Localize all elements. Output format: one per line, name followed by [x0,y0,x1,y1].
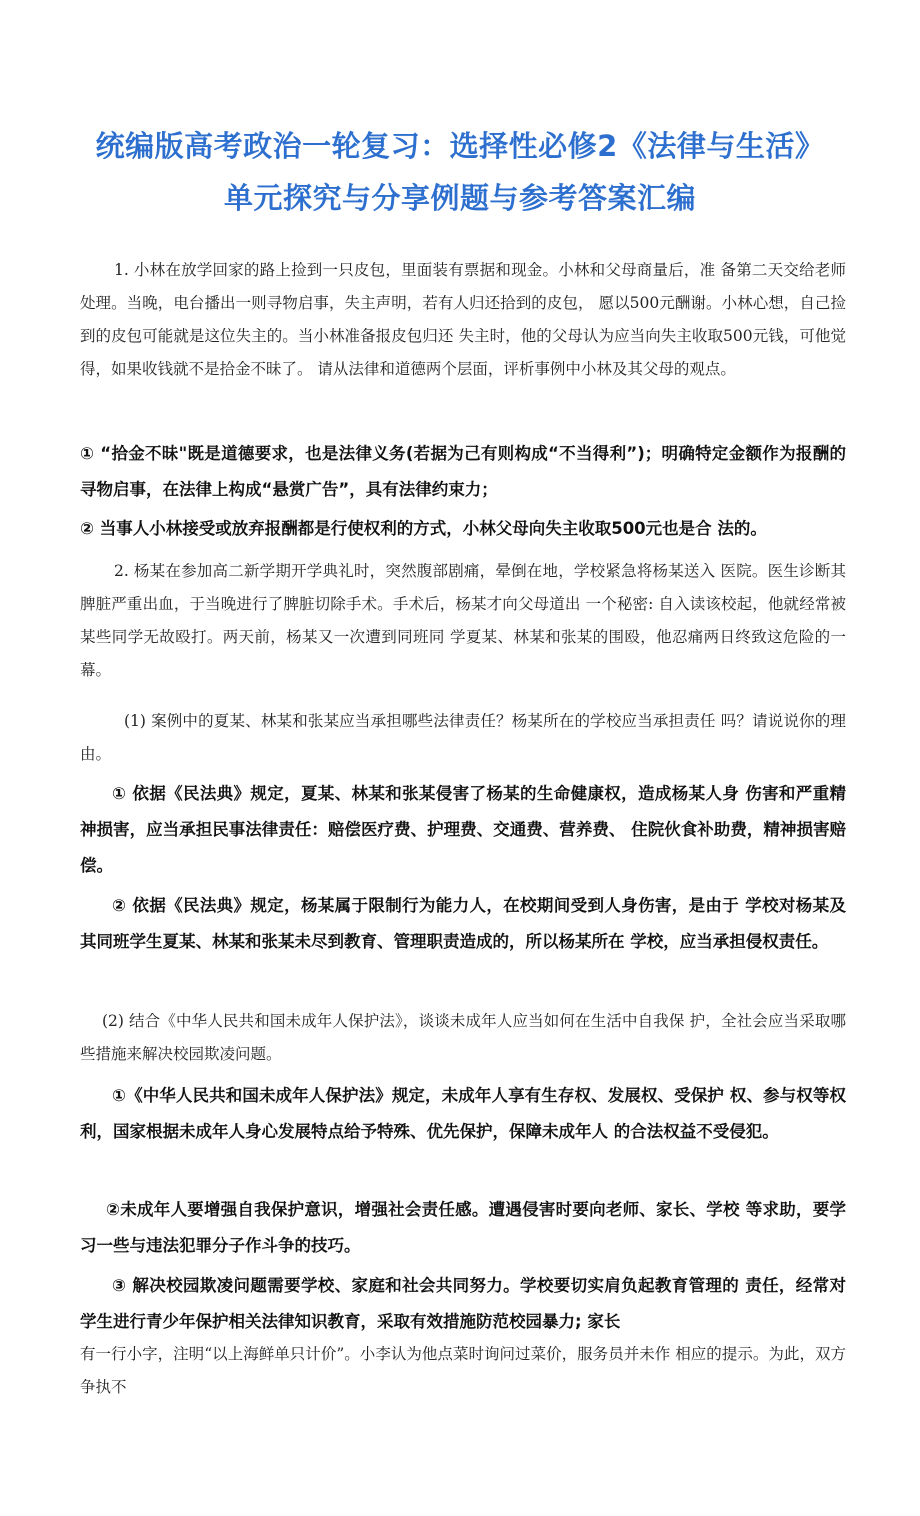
question-2: 2. 杨某在参加高二新学期开学典礼时，突然腹部剧痛，晕倒在地，学校紧急将杨某送入 医院。医生诊断其脾脏严重出血，于当晚进行了脾脏切除手术。手术后，杨某才向父母道出 一个秘密: 自入读该校起，他就经常被某些同学无故殴打。两天前，杨某又一次遭到同班同 学夏某、林某和张某的围殴，他忍痛两日终致这危险的一幕。 [80,562,846,679]
question-1: 1. 小林在放学回家的路上捡到一只皮包，里面装有票据和现金。小林和父母商量后，准 备第二天交给老师处理。当晚，电台播出一则寻物启事，失主声明，若有人归还拾到的皮包， 愿以500元酬谢。小林心想，自己捡到的皮包可能就是这位失主的。当小林准备报皮包归还 失主时，他的父母认为应当向失主收取500元钱，可他觉得，如果收钱就不是拾金不昧了。 请从法律和道德两个层面，评析事例中小林及其父母的观点。 [80,261,846,378]
answer-2-2-point-3: ③ 解决校园欺凌问题需要学校、家庭和社会共同努力。学校要切实肩负起教育管理的 责任，经常对学生进行青少年保护相关法律知识教育，采取有效措施防范校园暴力; 家长 [80,1276,846,1331]
answer-2-2-point-2: ②未成年人要增强自我保护意识，增强社会责任感。遭遇侵害时要向老师、家长、学校 等求助，要学习一些与违法犯罪分子作斗争的技巧。 [80,1200,846,1255]
question-2-sub-2: (2) 结合《中华人民共和国未成年人保护法》，谈谈未成年人应当如何在生活中自我保 护，全社会应当采取哪些措施来解决校园欺凌问题。 [80,1012,846,1063]
answer-2-2-point-1: ①《中华人民共和国未成年人保护法》规定，未成年人享有生存权、发展权、受保护 权、参与权等权利，国家根据未成年人身心发展特点给予特殊、优先保护，保障未成年人 的合法权益不受侵犯。 [80,1086,846,1141]
answer-2-1-point-1: ① 依据《民法典》规定，夏某、林某和张某侵害了杨某的生命健康权，造成杨某人身 伤害和严重精神损害，应当承担民事法律责任：赔偿医疗费、护理费、交通费、营养费、 住院伙食补助费，精神损害赔偿。 [80,784,846,875]
document-title-line2: 单元探究与分享例题与参考答案汇编 [223,181,696,215]
question-2-sub-1: (1) 案例中的夏某、林某和张某应当承担哪些法律责任？杨某所在的学校应当承担责任 吗？请说说你的理由。 [80,712,846,763]
answer-2-1-point-2: ② 依据《民法典》规定，杨某属于限制行为能力人，在校期间受到人身伤害，是由于 学校对杨某及其同班学生夏某、林某和张某未尽到教育、管理职责造成的，所以杨某所在 学校，应当承担侵权责任。 [80,896,846,951]
answer-1-point-1: ① “拾金不昧"既是道德要求，也是法律义务(若据为己有则构成“不当得利”)；明确特定金额作为报酬的寻物启事，在法律上构成“悬赏广告”，具有法律约束力； [80,444,846,499]
answer-1-point-2: ② 当事人小林接受或放弃报酬都是行使权利的方式，小林父母向失主收取500元也是合 法的。 [80,519,767,538]
document-title-line1: 统编版高考政治一轮复习：选择性必修2《法律与生活》 [95,129,825,163]
question-3-fragment: 有一行小字，注明“以上海鲜单只计价”。小李认为他点菜时询问过菜价，服务员并未作 相应的提示。为此，双方争执不 [80,1345,846,1396]
